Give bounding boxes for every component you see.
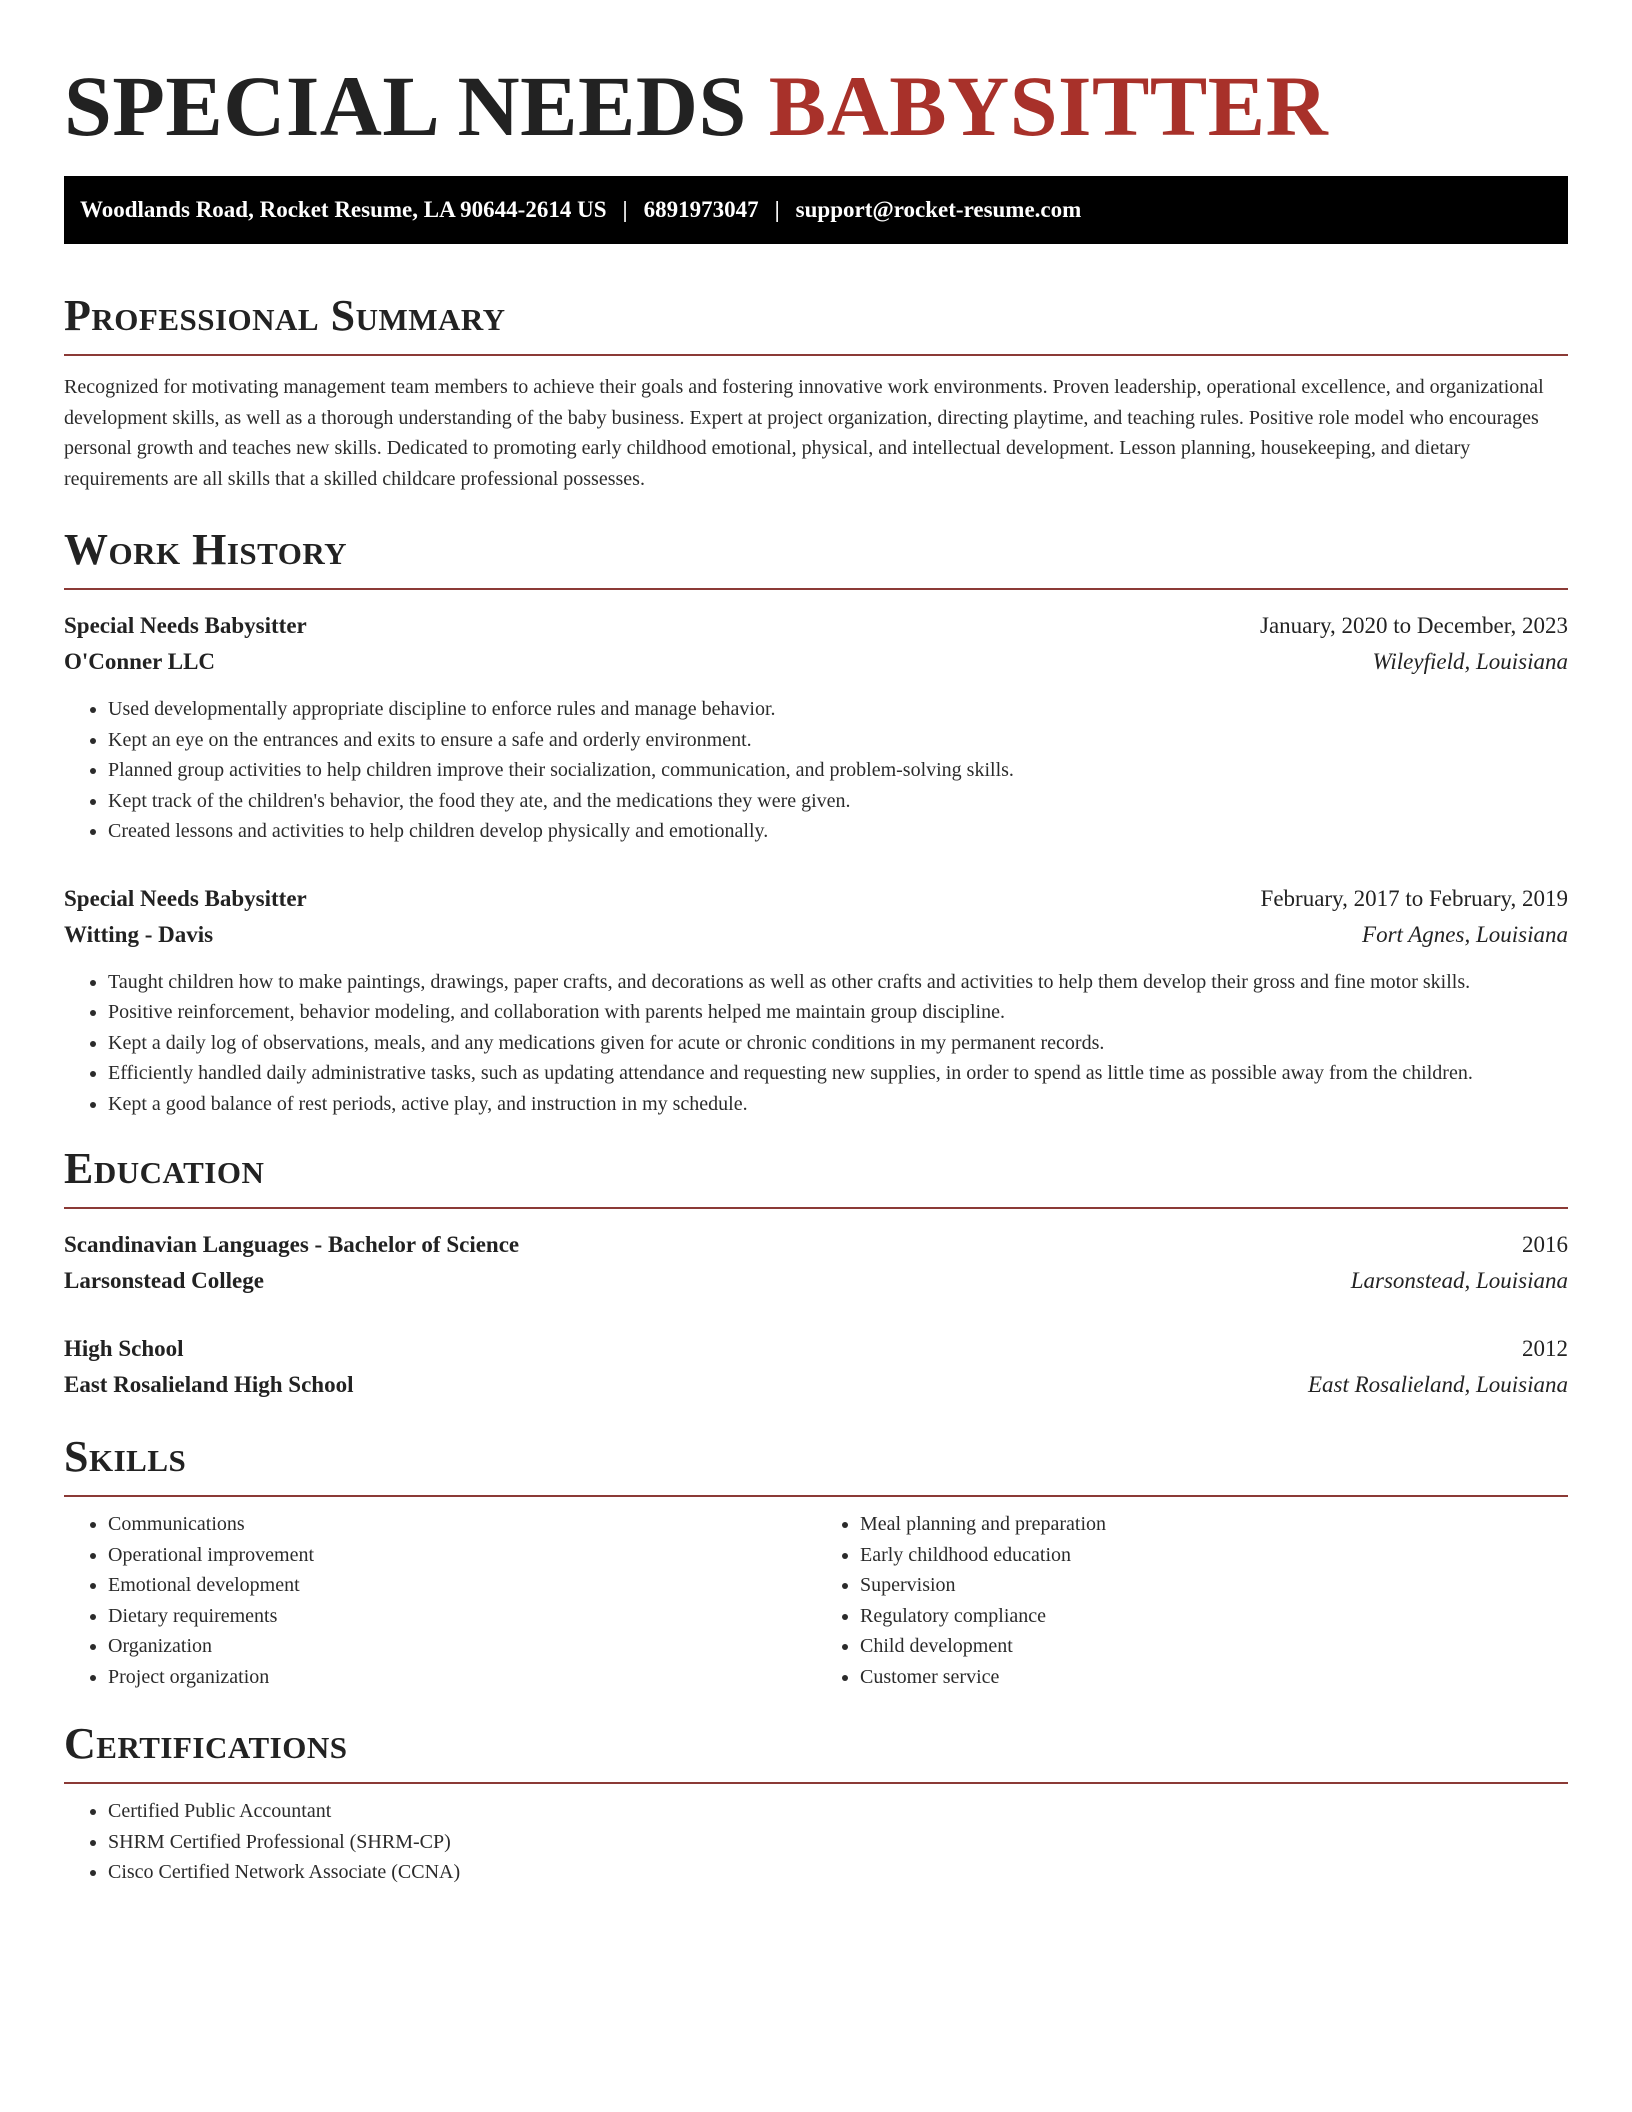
summary-text: Recognized for motivating management team members to achieve their goals and fostering innovative work environments. Proven leadership, operational excellence, and organizational development skills, as well as a thorough understanding of the baby business. Expert at project organization, directing playtime, and teaching rules. Positive role model who encourages personal growth and teaches new skills. Dedicated to promoting early childhood emotional, physical, and intellectual development. Lesson planning, housekeeping, and dietary requirements are all skills that a skilled childcare professional possesses. — [64, 376, 1544, 490]
education-year: 2016 — [1522, 1232, 1568, 1257]
job-company: Witting - Davis — [64, 921, 214, 947]
section-divider — [64, 1782, 1568, 1784]
job-duty: • Used developmentally appropriate discipline to enforce rules and manage behavior. — [108, 694, 1568, 725]
summary-section — [64, 288, 1568, 494]
education-school-row — [64, 1263, 1568, 1299]
job-location: Wileyfield, Louisiana — [1372, 649, 1568, 674]
section-divider — [64, 588, 1568, 590]
certification-item: • Certified Public Accountant — [108, 1796, 1568, 1827]
section-title-work: Work History — [64, 525, 348, 574]
skills-grid — [64, 1509, 1568, 1692]
job-role: Special Needs Babysitter — [64, 885, 307, 911]
job-dates: February, 2017 to February, 2019 — [1260, 885, 1568, 911]
section-title-education: Education — [64, 1144, 265, 1193]
certifications-section — [64, 1716, 1568, 1888]
job-location: Fort Agnes, Louisiana — [1362, 921, 1568, 947]
education-school: Larsonstead College — [64, 1268, 264, 1293]
skill-item: • Project organization — [108, 1662, 816, 1693]
name-first: SPECIAL NEEDS — [64, 58, 747, 154]
certifications-list — [64, 1796, 1568, 1888]
section-title-skills: Skills — [64, 1432, 187, 1481]
job-duty: • Created lessons and activities to help children develop physically and emotionally. — [108, 816, 1568, 847]
contact-email[interactable]: support@rocket-resume.com — [795, 197, 1082, 222]
skills-list-right — [816, 1509, 1568, 1692]
education-degree-row — [64, 1331, 1568, 1367]
skill-item: • Communications — [108, 1509, 816, 1540]
skill-item: • Customer service — [860, 1662, 1568, 1693]
job-entry — [64, 608, 1568, 847]
education-degree: High School — [64, 1336, 184, 1361]
section-divider — [64, 1495, 1568, 1497]
certification-item: • Cisco Certified Network Associate (CCNA) — [108, 1857, 1568, 1888]
job-dates: January, 2020 to December, 2023 — [1260, 613, 1568, 638]
education-entry — [64, 1331, 1568, 1403]
job-duty: • Kept a daily log of observations, meals, and any medications given for acute or chronic conditions in my permanent records. — [108, 1028, 1568, 1059]
job-duty: • Planned group activities to help children improve their socialization, communication, and problem-solving skills. — [108, 755, 1568, 786]
certification-item: • SHRM Certified Professional (SHRM-CP) — [108, 1827, 1568, 1858]
job-duty: • Kept a good balance of rest periods, active play, and instruction in my schedule. — [108, 1089, 1568, 1120]
contact-separator: | — [774, 197, 780, 222]
section-title-summary: Professional Summary — [64, 291, 506, 340]
skills-section — [64, 1429, 1568, 1692]
skill-item: • Organization — [108, 1631, 816, 1662]
education-school: East Rosalieland High School — [64, 1372, 354, 1397]
job-duty: • Positive reinforcement, behavior modeling, and collaboration with parents helped me maintain group discipline. — [108, 997, 1568, 1028]
skill-item: • Supervision — [860, 1570, 1568, 1601]
section-divider — [64, 1207, 1568, 1209]
contact-address: Woodlands Road, Rocket Resume, LA 90644-2614 US — [80, 197, 607, 222]
contact-phone[interactable]: 6891973047 — [643, 197, 759, 222]
skill-item: • Early childhood education — [860, 1540, 1568, 1571]
education-location: Larsonstead, Louisiana — [1350, 1268, 1568, 1293]
skills-list-left — [64, 1509, 816, 1692]
education-degree: Scandinavian Languages - Bachelor of Science — [64, 1232, 520, 1257]
skill-item: • Child development — [860, 1631, 1568, 1662]
job-header-row — [64, 608, 1568, 644]
skill-item: • Dietary requirements — [108, 1601, 816, 1632]
job-company-row — [64, 917, 1568, 953]
section-divider — [64, 354, 1568, 356]
education-year: 2012 — [1522, 1336, 1568, 1361]
section-title-certifications: Certifications — [64, 1719, 348, 1768]
work-history-section — [64, 522, 1568, 1119]
name-last: BABYSITTER — [768, 58, 1329, 154]
contact-separator: | — [622, 197, 628, 222]
skill-item: • Regulatory compliance — [860, 1601, 1568, 1632]
job-duty: • Kept track of the children's behavior, the food they ate, and the medications they were given. — [108, 786, 1568, 817]
contact-bar — [64, 176, 1568, 244]
job-duties-list — [64, 694, 1568, 847]
job-company: O'Conner LLC — [64, 649, 216, 674]
education-location: East Rosalieland, Louisiana — [1307, 1372, 1568, 1397]
job-duty: • Efficiently handled daily administrative tasks, such as updating attendance and requesting new supplies, in order to spend as little time as possible away from the children. — [108, 1058, 1568, 1089]
job-company-row — [64, 644, 1568, 680]
skill-item: • Operational improvement — [108, 1540, 816, 1571]
job-duty: • Kept an eye on the entrances and exits to ensure a safe and orderly environment. — [108, 725, 1568, 756]
education-school-row — [64, 1367, 1568, 1403]
job-entry — [64, 881, 1568, 1120]
job-duties-list — [64, 967, 1568, 1120]
education-entry — [64, 1227, 1568, 1299]
job-header-row — [64, 881, 1568, 917]
resume-page — [64, 56, 1568, 1888]
skill-item: • Emotional development — [108, 1570, 816, 1601]
job-duty: • Taught children how to make paintings, drawings, paper crafts, and decorations as well as other crafts and activities to help them develop their gross and fine motor skills. — [108, 967, 1568, 998]
job-role: Special Needs Babysitter — [64, 613, 307, 638]
education-section — [64, 1141, 1568, 1403]
education-degree-row — [64, 1227, 1568, 1263]
resume-title — [64, 56, 1568, 156]
skill-item: • Meal planning and preparation — [860, 1509, 1568, 1540]
